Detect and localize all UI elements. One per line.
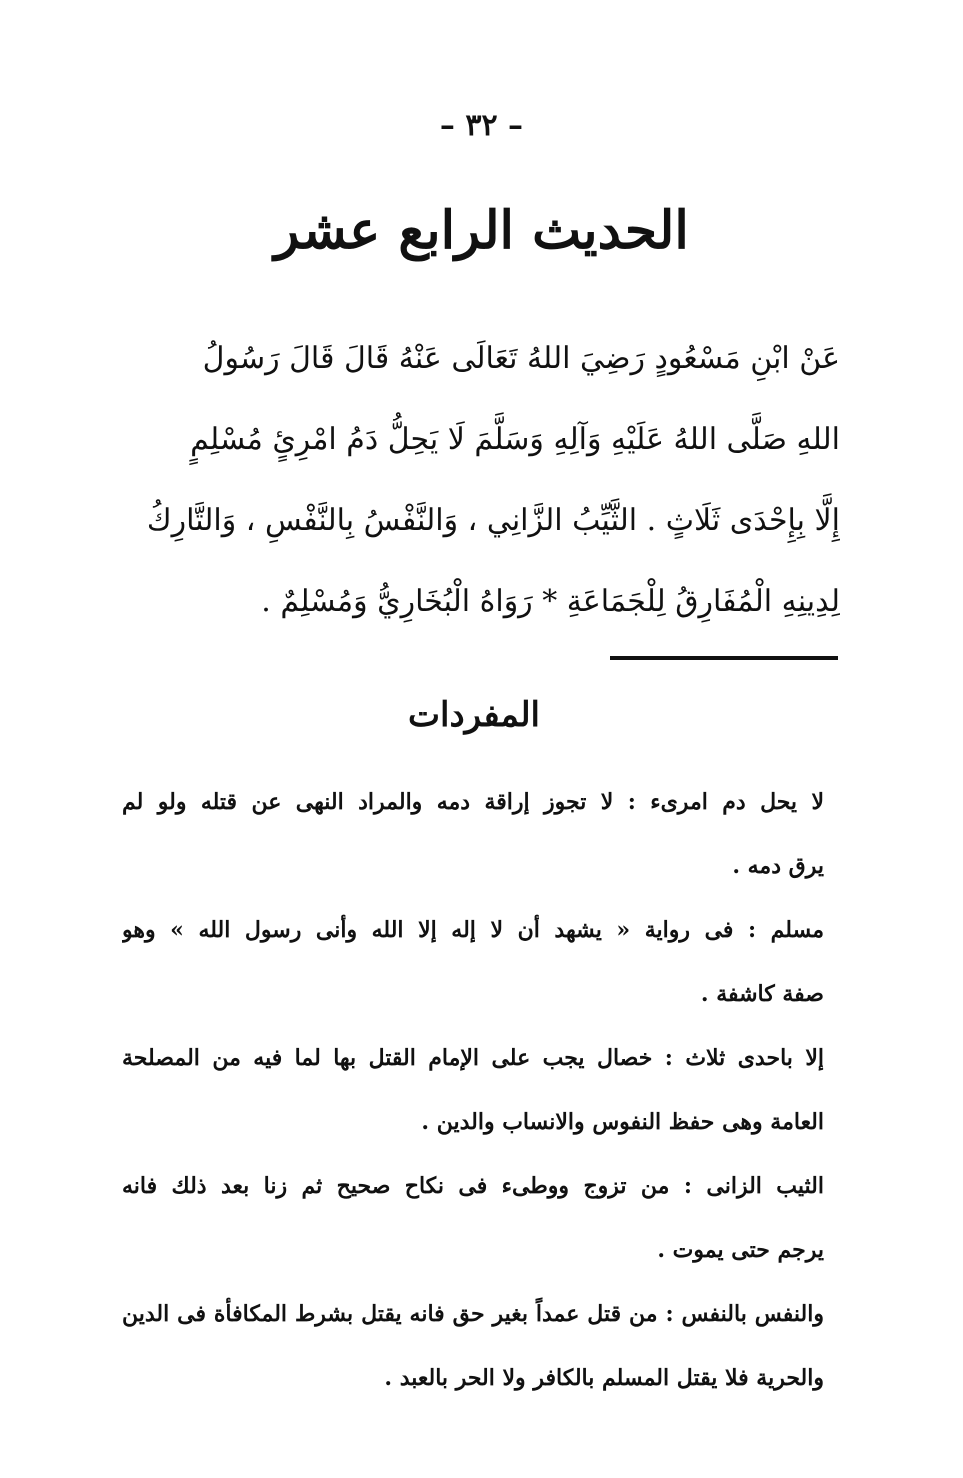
vocabulary-line: العامة وهى حفظ النفوس والانساب والدين .	[421, 1109, 824, 1135]
section-divider	[610, 656, 838, 660]
vocabulary-entry	[122, 1282, 824, 1410]
vocabulary-line: إلا باحدى ثلاث : خصال يجب على الإمام القتل بها لما فيه من المصلحة	[122, 1045, 824, 1071]
vocabulary-line: يرجم حتى يموت .	[657, 1237, 824, 1263]
hadith-title: الحديث الرابع عشر	[274, 200, 689, 261]
vocabulary-line: صفة كاشفة .	[700, 981, 824, 1007]
hadith-line: اللهِ صَلَّى اللهُ عَلَيْهِ وَآلِهِ وَسَلَّمَ لَا يَحِلُّ دَمُ امْرِئٍ مُسْلِمٍ	[190, 422, 840, 457]
vocabulary-entry	[122, 1154, 824, 1282]
vocabulary-line: الثيب الزانى : من تزوج ووطىء فى نكاح صحيح ثم زنا بعد ذلك فانه	[122, 1173, 824, 1199]
hadith-line: عَنْ ابْنِ مَسْعُودٍ رَضِيَ اللهُ تَعَالَى عَنْهُ قَالَ قَالَ رَسُولُ	[202, 341, 840, 376]
page-number: – ٣٢ –	[439, 108, 524, 143]
vocabulary-line: يرق دمه .	[732, 853, 824, 879]
vocabulary-line: مسلم : فى رواية « يشهد أن لا إله إلا الله وأنى رسول الله » وهو	[122, 917, 824, 943]
vocabulary-line: لا يحل دم امرىء : لا تجوز إراقة دمه والمراد النهى عن قتله ولو لم	[122, 789, 824, 815]
vocabulary-heading: المفردات	[407, 695, 540, 735]
vocabulary-line: والحرية فلا يقتل المسلم بالكافر ولا الحر بالعبد .	[384, 1365, 824, 1391]
hadith-text	[128, 318, 840, 642]
vocabulary-entry	[122, 1026, 824, 1154]
vocabulary-line: والنفس بالنفس : من قتل عمداً بغير حق فانه يقتل بشرط المكافأة فى الدين	[122, 1301, 824, 1327]
hadith-line: إِلَّا بِإِحْدَى ثَلَاثٍ . الثَّيِّبُ الزَّانِي ، وَالنَّفْسُ بِالنَّفْسِ ، وَالتَّارِكُ	[146, 503, 840, 538]
vocabulary-entry	[122, 898, 824, 1026]
vocabulary-entry	[122, 770, 824, 898]
vocabulary-list	[122, 770, 824, 1410]
hadith-line: لِدِينِهِ الْمُفَارِقُ لِلْجَمَاعَةِ * رَوَاهُ الْبُخَارِيُّ وَمُسْلِمٌ .	[261, 584, 840, 619]
